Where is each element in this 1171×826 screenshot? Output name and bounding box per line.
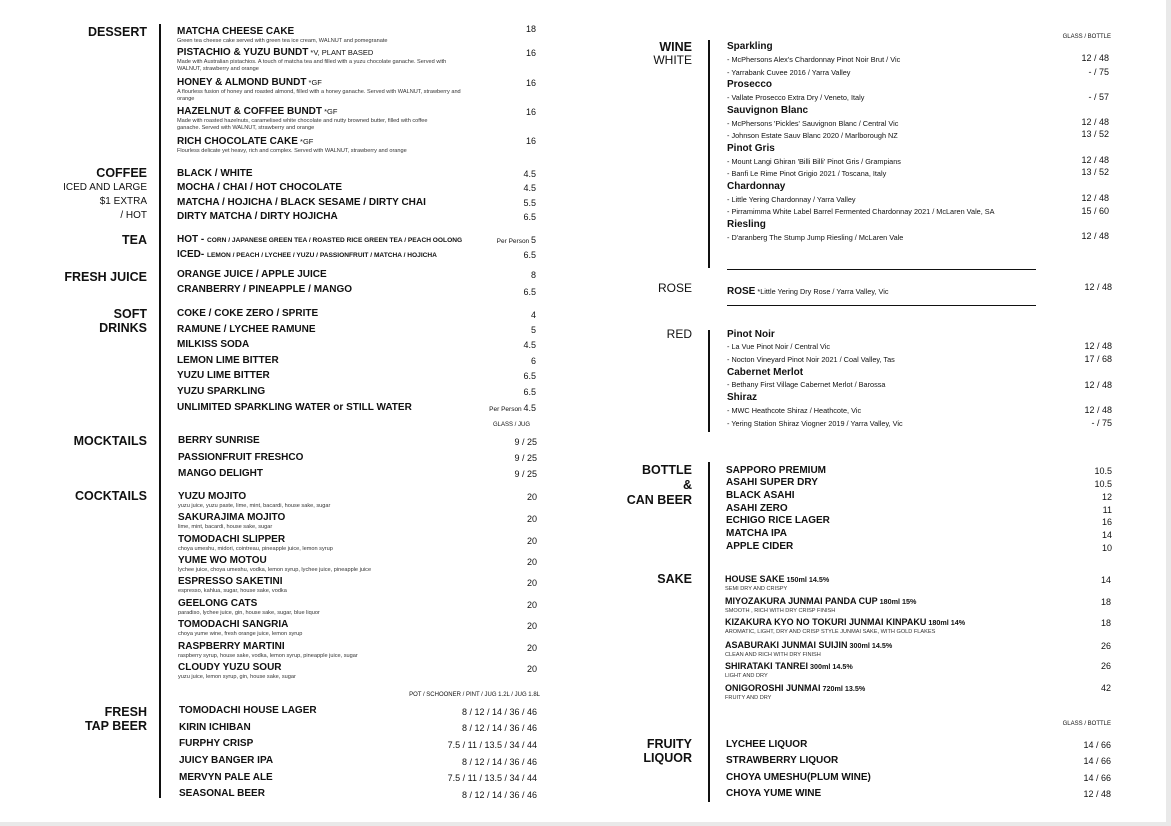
dessert-item: [177, 77, 467, 103]
soft-drink-item: MILKISS SODA: [177, 339, 250, 350]
item-price: 7.5 / 11 / 13.5 / 34 / 44: [447, 773, 537, 783]
item-price: 26: [1100, 661, 1111, 671]
soft-drink-item: LEMON LIME BITTER: [177, 355, 279, 366]
item-name: PISTACHIO & YUZU BUNDT *V, PLANT BASED: [177, 47, 374, 58]
tap-beer-column-header: POT / SCHOONER / PINT / JUG 1.2L / JUG 1.8L: [409, 692, 540, 698]
item-price: 10.5: [1094, 479, 1112, 489]
section-title-juice: FRESH JUICE: [64, 270, 147, 284]
wine-category: Riesling: [727, 219, 766, 230]
item-price: 9 / 25: [514, 453, 537, 463]
coffee-item: BLACK / WHITE: [177, 168, 253, 179]
cocktail-item: TOMODACHI SLIPPER choya umeshu, midori, cointreau, pineapple juice, lemon syrup: [178, 534, 333, 552]
item-price: 14 / 66: [1083, 740, 1111, 750]
section-title-white: WHITE: [653, 53, 692, 67]
wine-item: - Mount Langi Ghiran 'Billi Billi' Pinot Gris / Grampians: [727, 157, 901, 166]
item-description: AROMATIC, LIGHT, DRY AND CRISP STYLE JUNMAI SAKE, WITH GOLD FLAKES: [725, 629, 936, 635]
item-description: SEMI DRY AND CRISPY: [725, 586, 788, 592]
soft-drink-item: COKE / COKE ZERO / SPRITE: [177, 308, 319, 319]
item-price: 20: [526, 664, 537, 674]
sake-item: ASABURAKI JUNMAI SUIJIN 300ml 14.5% CLEAN AND RICH WITH DRY FINISH: [725, 640, 893, 658]
item-price: 12 / 48: [1081, 53, 1109, 63]
wine-category: Cabernet Merlot: [727, 367, 804, 378]
section-title-fruity-liquor-2: LIQUOR: [643, 751, 692, 765]
item-price: 6.5: [523, 287, 536, 297]
item-description: A flourless fusion of honey and roasted almond, filled with a honey ganache. Served with WALNUT, strawberry and orange: [177, 89, 461, 102]
tap-beer-item: MERVYN PALE ALE: [179, 772, 273, 783]
wine-item: - Nocton Vineyard Pinot Noir 2021 / Coal Valley, Tas: [727, 355, 895, 364]
item-price: 20: [526, 643, 537, 653]
wine-item: - Vallate Prosecco Extra Dry / Veneto, Italy: [727, 93, 865, 102]
item-price: 5: [530, 325, 536, 335]
section-title-sake: SAKE: [657, 572, 692, 586]
section-title-wine: WINE: [659, 40, 692, 54]
section-title-bottle-beer-amp: &: [682, 478, 692, 492]
item-price: 9 / 25: [514, 469, 537, 479]
liquor-item: STRAWBERRY LIQUOR: [726, 755, 839, 766]
section-title-fruity-liquor: FRUITY: [646, 737, 692, 751]
item-price: 12 / 48: [1084, 405, 1112, 415]
wine-category: Sparkling: [727, 41, 773, 52]
item-price: 16: [525, 48, 536, 58]
item-price: 6.5: [523, 250, 536, 260]
coffee-note: / HOT: [120, 210, 147, 221]
item-price: 13 / 52: [1081, 129, 1109, 139]
item-price: 20: [526, 557, 537, 567]
item-price: 6: [530, 356, 536, 366]
item-price: 12 / 48: [1083, 789, 1111, 799]
left-divider: [159, 24, 161, 798]
item-price: 4.5: [523, 340, 536, 350]
wine-item: - D'aranberg The Stump Jump Riesling / McLaren Vale: [727, 233, 904, 242]
item-price: 18: [1100, 597, 1111, 607]
dessert-item: [177, 136, 407, 155]
item-price: 12 / 48: [1081, 117, 1109, 127]
item-price: 20: [526, 600, 537, 610]
item-description: LIGHT AND DRY: [725, 673, 768, 679]
sake-item: SHIRATAKI TANREI 300ml 14.5% LIGHT AND DRY: [725, 661, 853, 679]
soft-drink-item: YUZU SPARKLING: [177, 386, 266, 397]
wine-item: - La Vue Pinot Noir / Central Vic: [727, 342, 831, 351]
liquor-item: CHOYA UMESHU(PLUM WINE): [726, 772, 871, 783]
bottle-beer-item: ASAHI SUPER DRY: [726, 477, 818, 488]
bottle-beer-item: MATCHA IPA: [726, 528, 787, 539]
item-price: 42: [1100, 683, 1111, 693]
coffee-item: MOCHA / CHAI / HOT CHOCOLATE: [177, 182, 342, 193]
item-description: yuzu juice, yuzu paste, lime, mint, bacardi, house sake, sugar: [178, 503, 331, 509]
item-price: 14 / 66: [1083, 773, 1111, 783]
cocktail-item: ESPRESSO SAKETINI espresso, kahlua, sugar, house sake, vodka: [178, 576, 287, 594]
item-price: - / 75: [1091, 418, 1112, 428]
item-price: 10: [1101, 543, 1112, 553]
wine-category: Sauvignon Blanc: [727, 105, 809, 116]
wine-item: - McPhersons 'Pickles' Sauvignon Blanc / Central Vic: [727, 119, 899, 128]
item-description: lychee juice, choya umeshu, vodka, lemon syrup, lychee juice, pineapple juice: [178, 567, 372, 573]
bottle-beer-item: BLACK ASAHI: [726, 490, 795, 501]
rose-item: ROSE *Little Yering Dry Rose / Yarra Valley, Vic: [727, 286, 889, 297]
item-price: 14: [1101, 530, 1112, 540]
item-price: 11: [1102, 505, 1112, 515]
item-price: 8 / 12 / 14 / 36 / 46: [461, 723, 537, 733]
item-price: 16: [1101, 517, 1112, 527]
cocktail-item: GEELONG CATS paradiso, lychee juice, gin, house sake, sugar, blue liquor: [178, 598, 320, 616]
item-price: 12 / 48: [1081, 155, 1109, 165]
item-price: 12 / 48: [1084, 282, 1112, 292]
cocktail-item: RASPBERRY MARTINI raspberry syrup, house sake, vodka, lemon syrup, pineapple juice, sugar: [178, 641, 358, 659]
item-description: espresso, kahlua, sugar, house sake, vodka: [178, 588, 287, 594]
item-description: Made with roasted hazelnuts, caramelised white chocolate and nutty browned butter, filled with coffee ganache. Served with WALNUT, strawberry and orange: [177, 118, 428, 131]
item-price: 4: [530, 310, 536, 320]
tap-beer-item: SEASONAL BEER: [179, 788, 265, 799]
item-price: 20: [526, 578, 537, 588]
wine-item: - Johnson Estate Sauv Blanc 2020 / Marlborough NZ: [727, 131, 898, 140]
item-description: Made with Australian pistachios. A touch of matcha tea and filled with a yuzu chocolate ganache. Served with WALNUT, strawberry and orange: [177, 59, 447, 72]
mocktail-item: PASSIONFRUIT FRESHCO: [178, 452, 304, 463]
item-price: - / 75: [1088, 67, 1109, 77]
item-price: 20: [526, 621, 537, 631]
wine-item: - MWC Heathcote Shiraz / Heathcote, Vic: [727, 406, 862, 415]
wine-item: - Bethany First Village Cabernet Merlot / Barossa: [727, 380, 886, 389]
item-price: 10.5: [1094, 466, 1112, 476]
tap-beer-item: FURPHY CRISP: [179, 738, 254, 749]
item-description: raspberry syrup, house sake, vodka, lemon syrup, pineapple juice, sugar: [178, 653, 358, 659]
item-price: 18: [1100, 618, 1111, 628]
cocktail-item: YUZU MOJITO yuzu juice, yuzu paste, lime, mint, bacardi, house sake, sugar: [178, 491, 331, 509]
coffee-item: DIRTY MATCHA / DIRTY HOJICHA: [177, 211, 338, 222]
right-divider-red: [708, 330, 710, 432]
item-description: yuzu juice, lemon syrup, gin, house sake, sugar: [178, 674, 296, 680]
item-price: Per Person 4.5: [489, 403, 536, 413]
item-price: 20: [526, 514, 537, 524]
wine-category: Chardonnay: [727, 181, 786, 192]
wine-item: - McPhersons Alex's Chardonnay Pinot Noir Brut / Vic: [727, 55, 901, 64]
tap-beer-item: KIRIN ICHIBAN: [179, 722, 251, 733]
wine-item: - Yarrabank Cuvee 2016 / Yarra Valley: [727, 68, 851, 77]
item-price: 12 / 48: [1084, 380, 1112, 390]
coffee-note: ICED AND LARGE: [63, 182, 147, 193]
item-price: 5.5: [523, 198, 536, 208]
sake-item: MIYOZAKURA JUNMAI PANDA CUP 180ml 15% SMOOTH , RICH WITH DRY CRISP FINISH: [725, 596, 917, 614]
section-title-cocktails: COCKTAILS: [75, 489, 147, 503]
juice-item: ORANGE JUICE / APPLE JUICE: [177, 269, 327, 280]
item-price: 15 / 60: [1081, 206, 1109, 216]
section-title-rose: ROSE: [657, 281, 692, 295]
wine-category: Pinot Gris: [727, 143, 775, 154]
item-price: 12 / 48: [1081, 231, 1109, 241]
item-description: Flourless delicate yet heavy, rich and complex. Served with WALNUT, strawberry and orange: [177, 148, 407, 154]
dessert-item: [177, 47, 467, 73]
item-name: HONEY & ALMOND BUNDT *GF: [177, 77, 322, 88]
wine-item: - Banfi Le Rime Pinot Grigio 2021 / Toscana, Italy: [727, 169, 887, 178]
item-price: 4.5: [523, 169, 536, 179]
item-price: 13 / 52: [1081, 167, 1109, 177]
item-price: 12 / 48: [1084, 341, 1112, 351]
item-price: 7.5 / 11 / 13.5 / 34 / 44: [447, 740, 537, 750]
soft-drink-item: RAMUNE / LYCHEE RAMUNE: [177, 324, 316, 335]
bottle-beer-item: APPLE CIDER: [726, 541, 794, 552]
bottle-beer-item: SAPPORO PREMIUM: [726, 465, 827, 476]
item-price: 4.5: [523, 183, 536, 193]
item-price: 16: [525, 78, 536, 88]
cocktail-item: SAKURAJIMA MOJITO lime, mint, bacardi, house sake, sugar: [178, 512, 286, 530]
item-name: MATCHA CHEESE CAKE: [177, 26, 295, 37]
item-price: 18: [525, 24, 536, 34]
item-description: choya yume wine, fresh orange juice, lemon syrup: [178, 631, 303, 637]
item-price: 26: [1100, 641, 1111, 651]
bottle-beer-item: ECHIGO RICE LAGER: [726, 515, 830, 526]
wine-column-header: GLASS / BOTTLE: [1062, 34, 1111, 40]
coffee-item: MATCHA / HOJICHA / BLACK SESAME / DIRTY CHAI: [177, 197, 426, 208]
item-price: 16: [525, 107, 536, 117]
item-description: FRUITY AND DRY: [725, 695, 772, 701]
cocktail-item: CLOUDY YUZU SOUR yuzu juice, lemon syrup, gin, house sake, sugar: [178, 662, 296, 680]
wine-category: Prosecco: [727, 79, 773, 90]
mocktail-item: MANGO DELIGHT: [178, 468, 263, 479]
right-divider-wine: [708, 40, 710, 268]
section-title-dessert: DESSERT: [87, 25, 147, 39]
item-description: lime, mint, bacardi, house sake, sugar: [178, 524, 273, 530]
bottle-beer-item: ASAHI ZERO: [726, 503, 788, 514]
cocktail-item: TOMODACHI SANGRIA choya yume wine, fresh orange juice, lemon syrup: [178, 619, 303, 637]
tea-hot-item: HOT - CORN / JAPANESE GREEN TEA / ROASTED RICE GREEN TEA / PEACH OOLONG: [177, 234, 463, 245]
item-price: 17 / 68: [1084, 354, 1112, 364]
sake-item: ONIGOROSHI JUNMAI 720ml 13.5% FRUITY AND DRY: [725, 683, 866, 701]
soft-drink-item: UNLIMITED SPARKLING WATER or STILL WATER: [177, 402, 412, 413]
section-title-tap-beer: FRESH: [104, 705, 147, 719]
section-title-soft-drinks: SOFT: [113, 307, 147, 321]
sake-item: KIZAKURA KYO NO TOKURI JUNMAI KINPAKU 180ml 14% AROMATIC, LIGHT, DRY AND CRISP STYLE JUNMAI SAKE, WITH GOLD FLAKES: [725, 617, 966, 635]
tea-iced-item: ICED- LEMON / PEACH / LYCHEE / YUZU / PASSIONFRUIT / MATCHA / HOJICHA: [177, 249, 437, 260]
item-price: 20: [526, 536, 537, 546]
liquor-column-header: GLASS / BOTTLE: [1062, 721, 1111, 727]
liquor-item: LYCHEE LIQUOR: [726, 739, 808, 750]
mocktail-item: BERRY SUNRISE: [178, 435, 260, 446]
item-price: 16: [525, 136, 536, 146]
item-description: choya umeshu, midori, cointreau, pineapple juice, lemon syrup: [178, 546, 333, 552]
wine-category: Pinot Noir: [727, 329, 775, 340]
wine-category: Shiraz: [727, 392, 758, 403]
item-price: 8: [530, 270, 536, 280]
tap-beer-item: TOMODACHI HOUSE LAGER: [179, 705, 317, 716]
section-title-red: RED: [666, 327, 692, 341]
item-price: 14 / 66: [1083, 756, 1111, 766]
item-description: SMOOTH , RICH WITH DRY CRISP FINISH: [725, 608, 836, 614]
item-description: paradiso, lychee juice, gin, house sake, sugar, blue liquor: [178, 610, 320, 616]
section-title-bottle-beer: BOTTLE: [642, 463, 692, 477]
soft-drink-item: YUZU LIME BITTER: [177, 370, 270, 381]
item-price: 8 / 12 / 14 / 36 / 46: [461, 757, 537, 767]
item-name: RICH CHOCOLATE CAKE *GF: [177, 136, 314, 147]
item-price: Per Person 5: [496, 235, 536, 245]
item-price: 20: [526, 492, 537, 502]
cocktail-item: YUME WO MOTOU lychee juice, choya umeshu, vodka, lemon syrup, lychee juice, pineapple juice: [178, 555, 372, 573]
section-title-coffee: COFFEE: [96, 166, 147, 180]
right-divider-drinks: [708, 462, 710, 802]
wine-item: - Yering Station Shiraz Viogner 2019 / Yarra Valley, Vic: [727, 419, 903, 428]
item-price: 12: [1101, 492, 1112, 502]
section-title-soft-drinks-2: DRINKS: [99, 321, 147, 335]
mocktails-column-header: GLASS / JUG: [492, 422, 530, 428]
item-price: 14: [1100, 575, 1111, 585]
dessert-item: [177, 106, 437, 132]
section-title-tea: TEA: [122, 233, 147, 247]
item-price: 9 / 25: [514, 437, 537, 447]
item-price: 8 / 12 / 14 / 36 / 46: [461, 790, 537, 800]
item-name: HAZELNUT & COFFEE BUNDT *GF: [177, 106, 338, 117]
coffee-note: $1 EXTRA: [99, 196, 147, 207]
dessert-item: [177, 26, 388, 45]
section-title-bottle-beer-2: CAN BEER: [626, 493, 692, 507]
liquor-item: CHOYA YUME WINE: [726, 788, 822, 799]
rose-bottom-rule: [727, 305, 1036, 306]
tap-beer-item: JUICY BANGER IPA: [179, 755, 274, 766]
wine-item: - Little Yering Chardonnay / Yarra Valley: [727, 195, 856, 204]
item-price: 6.5: [523, 371, 536, 381]
item-price: 6.5: [523, 387, 536, 397]
item-price: 6.5: [523, 212, 536, 222]
item-description: Green tea cheese cake served with green tea ice cream, WALNUT and pomegranate: [177, 38, 388, 44]
section-title-mocktails: MOCKTAILS: [73, 434, 147, 448]
juice-item: CRANBERRY / PINEAPPLE / MANGO: [177, 284, 353, 295]
item-price: 12 / 48: [1081, 193, 1109, 203]
rose-top-rule: [727, 269, 1036, 270]
sake-item: HOUSE SAKE 150ml 14.5% SEMI DRY AND CRISPY: [725, 574, 830, 592]
item-price: - / 57: [1088, 92, 1109, 102]
wine-item: - Pirramimma White Label Barrel Fermented Chardonnay 2021 / McLaren Vale, SA: [727, 207, 995, 216]
item-description: CLEAN AND RICH WITH DRY FINISH: [725, 652, 821, 658]
section-title-tap-beer-2: TAP BEER: [84, 719, 147, 733]
item-price: 8 / 12 / 14 / 36 / 46: [461, 707, 537, 717]
